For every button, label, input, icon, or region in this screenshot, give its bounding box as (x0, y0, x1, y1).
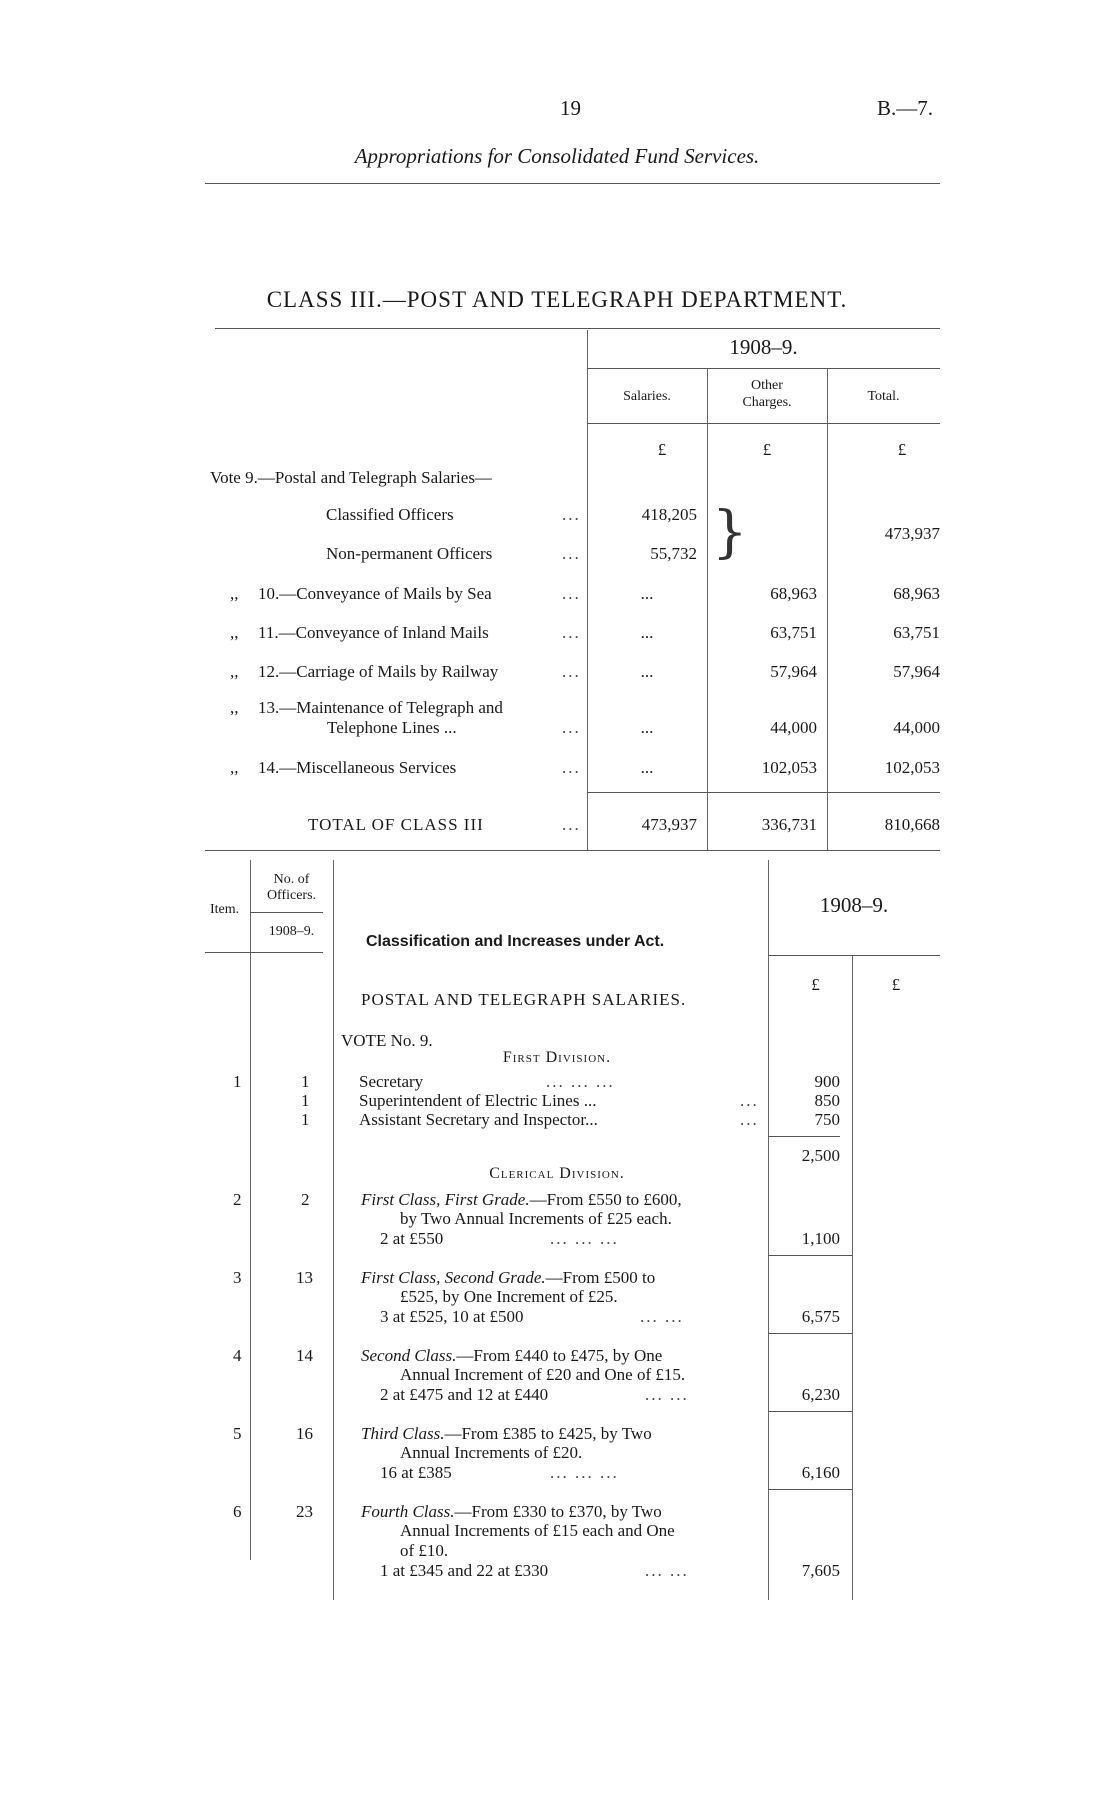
paper-reference: B.—7. (877, 96, 934, 120)
detail-row-desc-line3: 2 at £475 and 12 at £440 (380, 1385, 549, 1404)
summary-row-dots: ... (562, 662, 581, 681)
detail-row-officers: 13 (296, 1268, 313, 1287)
summary-row-label: Non-permanent Officers (326, 544, 493, 563)
detail-row-rule (768, 1333, 852, 1334)
summary-row-total: 68,963 (893, 584, 940, 603)
summary-vote-heading: Vote 9.—Postal and Telegraph Salaries— (210, 468, 492, 487)
detail-row-desc-line2: Annual Increments of £15 each and One (400, 1521, 675, 1540)
detail-row-officers: 14 (296, 1346, 313, 1365)
detail-row-desc-rest: —From £550 to £600, (529, 1190, 682, 1209)
summary-row-other: 63,751 (770, 623, 817, 642)
detail-col-item: Item. (210, 902, 240, 917)
summary-row-label: Classified Officers (326, 505, 454, 524)
class-title-rule (215, 328, 940, 329)
summary-row-other: 44,000 (770, 718, 817, 737)
summary-row-label: 14.—Miscellaneous Services (258, 758, 457, 777)
summary-row-dots: ... (562, 544, 581, 563)
summary-total-rule (587, 792, 940, 793)
page-subtitle: Appropriations for Consolidated Fund Services. (354, 144, 760, 168)
summary-row-label: 10.—Conveyance of Mails by Sea (258, 584, 492, 603)
detail-vote-label: VOTE No. 9. (341, 1031, 433, 1050)
detail-row-item: 2 (233, 1190, 242, 1209)
summary-row-salaries: ... (640, 584, 654, 603)
detail-row-officers: 16 (296, 1424, 313, 1443)
detail-row-officers: 2 (301, 1190, 310, 1209)
detail-col-classification: Classification and Increases under Act. (366, 933, 665, 950)
detail-first-division: First Division. (502, 1049, 612, 1066)
page-number: 19 (560, 96, 581, 120)
detail-row-item: 6 (233, 1502, 242, 1521)
detail-row-dots: ... ... ... (550, 1229, 619, 1248)
detail-row-desc-rest: —From £440 to £475, by One (456, 1346, 663, 1365)
header-rule (205, 183, 940, 184)
detail-row-label: Superintendent of Electric Lines ... (359, 1091, 597, 1110)
detail-subtotal-rule (768, 1136, 840, 1137)
summary-row-salaries: ... (640, 758, 654, 777)
summary-row-salaries: ... (640, 662, 654, 681)
detail-row-desc-rest: —From £385 to £425, by Two (444, 1424, 652, 1443)
summary-class-total-salaries: 473,937 (641, 815, 697, 834)
detail-row-desc-line3: 2 at £550 (380, 1229, 444, 1248)
summary-row-label: 11.—Conveyance of Inland Mails (258, 623, 489, 642)
detail-pound-col1: £ (811, 975, 820, 994)
detail-row-rule (768, 1255, 852, 1256)
summary-row-salaries: 55,732 (650, 544, 697, 563)
summary-row-label: 12.—Carriage of Mails by Railway (258, 662, 499, 681)
summary-class-total-other: 336,731 (761, 815, 817, 834)
summary-row-prefix: ,, (230, 662, 239, 681)
detail-row-dots: ... ... (645, 1385, 689, 1404)
detail-section-title: POSTAL AND TELEGRAPH SALARIES. (361, 990, 687, 1009)
detail-row-desc (361, 1268, 655, 1288)
detail-row-desc-line3: 1 at £345 and 22 at £330 (380, 1561, 549, 1580)
detail-row-amount: 7,605 (801, 1561, 840, 1580)
detail-row-item: 1 (233, 1072, 242, 1091)
summary-row-dots: ... (562, 584, 581, 603)
summary-row-dots: ... (562, 718, 581, 737)
summary-col-salaries: Salaries. (623, 389, 671, 404)
summary-row-dots: ... (562, 505, 581, 524)
summary-bottom-rule (205, 850, 940, 851)
detail-row-rule (768, 1489, 852, 1490)
summary-col-other-line1: Other (751, 378, 783, 393)
summary-row-total: 57,964 (893, 662, 940, 681)
class-title: CLASS III.—POST AND TELEGRAPH DEPARTMENT. (266, 287, 848, 312)
detail-row-dots: ... (740, 1091, 759, 1110)
summary-row-total: 63,751 (893, 623, 940, 642)
detail-col-divider (333, 860, 334, 1600)
detail-row-desc-line3: 3 at £525, 10 at £500 (380, 1307, 524, 1326)
summary-col-other-line2: Charges. (742, 395, 792, 410)
detail-row-item: 4 (233, 1346, 242, 1365)
detail-row-desc (361, 1190, 682, 1210)
summary-col-total: Total. (867, 389, 900, 404)
detail-row-rule (768, 1411, 852, 1412)
detail-item-rule (205, 952, 250, 953)
detail-officers-year-rule (250, 952, 323, 953)
detail-row-amount: 1,100 (801, 1229, 840, 1248)
detail-row-officers: 1 (301, 1072, 310, 1091)
summary-row-other: 57,964 (770, 662, 817, 681)
detail-row-desc-line3: 16 at £385 (380, 1463, 452, 1482)
summary-brace-icon: } (712, 500, 748, 565)
detail-row-desc-rest: —From £500 to (545, 1268, 656, 1287)
detail-row-desc-line2: Annual Increment of £20 and One of £15. (400, 1365, 686, 1384)
detail-row-desc (361, 1346, 662, 1366)
detail-row-desc-line2b: of £10. (400, 1541, 449, 1560)
detail-row-dots: ... ... (645, 1561, 689, 1580)
detail-row-officers: 23 (296, 1502, 313, 1521)
detail-col-year: 1908–9. (819, 893, 889, 917)
detail-col-officers-line1: No. of (273, 872, 310, 887)
detail-row-dots: ... ... (640, 1307, 684, 1326)
summary-class-total-total: 810,668 (884, 815, 940, 834)
detail-first-div-total: 2,500 (801, 1146, 840, 1165)
summary-vote9-total: 473,937 (884, 524, 940, 543)
summary-row-dots: ... (562, 623, 581, 642)
summary-row-prefix: ,, (230, 758, 239, 777)
detail-row-amount: 6,160 (801, 1463, 840, 1482)
detail-row-dots: ... ... ... (546, 1072, 615, 1091)
detail-row-desc-line2: £525, by One Increment of £25. (400, 1287, 618, 1306)
summary-class-total-label: TOTAL OF CLASS III (308, 815, 484, 834)
detail-row-desc-line2: by Two Annual Increments of £25 each. (400, 1209, 672, 1228)
summary-row-dots: ... (562, 758, 581, 777)
detail-row-grade: Fourth Class. (361, 1502, 455, 1521)
summary-year-rule (587, 368, 940, 369)
detail-row-desc (361, 1424, 652, 1444)
detail-row-grade: Third Class. (361, 1424, 445, 1443)
detail-row-officers: 1 (301, 1091, 310, 1110)
detail-row-desc (361, 1502, 662, 1522)
summary-row-prefix: ,, (230, 698, 239, 717)
detail-row-amount: 6,575 (801, 1307, 840, 1326)
summary-year-header: 1908–9. (729, 335, 798, 359)
summary-row-other: 102,053 (761, 758, 817, 777)
summary-row-total: 44,000 (893, 718, 940, 737)
summary-row-prefix: ,, (230, 584, 239, 603)
summary-head-rule (587, 423, 940, 424)
summary-row-other: 68,963 (770, 584, 817, 603)
detail-clerical-division: Clerical Division. (489, 1165, 625, 1182)
summary-row-total: 102,053 (884, 758, 940, 777)
detail-row-amount: 750 (814, 1110, 840, 1129)
detail-row-amount: 900 (814, 1072, 840, 1091)
summary-row-label: 13.—Maintenance of Telegraph and (258, 698, 503, 717)
detail-row-amount: 6,230 (801, 1385, 840, 1404)
detail-row-label: Assistant Secretary and Inspector... (359, 1110, 598, 1129)
detail-row-label: Secretary (359, 1072, 424, 1091)
detail-row-grade: First Class, First Grade. (361, 1190, 530, 1209)
detail-row-item: 5 (233, 1424, 242, 1443)
detail-col-officers-year: 1908–9. (268, 924, 315, 939)
summary-row-prefix: ,, (230, 623, 239, 642)
summary-pound-other: £ (762, 440, 772, 459)
detail-officers-rule (250, 912, 323, 913)
detail-row-grade: Second Class. (361, 1346, 457, 1365)
summary-row-label-cont: Telephone Lines ... (327, 718, 457, 737)
detail-col-officers-line2: Officers. (266, 888, 317, 903)
detail-pound-col2: £ (891, 975, 901, 994)
detail-row-desc-rest: —From £330 to £370, by Two (454, 1502, 662, 1521)
summary-pound-total: £ (897, 440, 907, 459)
detail-row-amount: 850 (814, 1091, 840, 1110)
summary-row-salaries: ... (640, 623, 654, 642)
summary-class-total-dots: ... (562, 815, 581, 834)
detail-row-item: 3 (233, 1268, 242, 1287)
detail-row-desc-line2: Annual Increments of £20. (400, 1443, 583, 1462)
summary-pound-salaries: £ (657, 440, 667, 459)
detail-row-dots: ... ... ... (550, 1463, 619, 1482)
detail-col-divider (250, 860, 251, 1560)
summary-row-salaries: ... (640, 718, 654, 737)
detail-row-grade: First Class, Second Grade. (361, 1268, 546, 1287)
detail-year-rule (768, 955, 940, 956)
detail-row-dots: ... (740, 1110, 759, 1129)
detail-row-officers: 1 (301, 1110, 310, 1129)
summary-row-salaries: 418,205 (641, 505, 697, 524)
